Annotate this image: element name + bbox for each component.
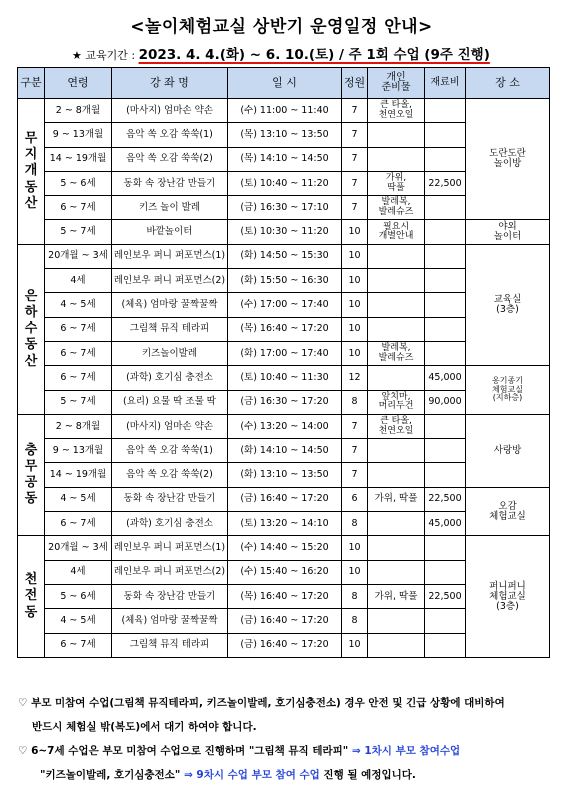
education-period [72,43,490,63]
age-cell: 14 ~ 19개월 [45,463,112,487]
header-course-name: 강 좌 명 [112,68,228,99]
fee-cell [425,269,466,293]
period-label: ★ 교육기간 : [72,49,139,62]
region-cell: 은 하 수 동 산 [18,244,45,414]
schedule-table [17,67,550,658]
age-cell: 14 ~ 19개월 [45,147,112,171]
note-text: 진행 될 예정입니다. [319,769,416,781]
age-cell: 5 ~ 6세 [45,171,112,195]
table-row [18,414,550,438]
course-cell: (요리) 요물 딱 조물 딱 [112,390,228,414]
supplies-cell: 큰 타올, 천연오일 [368,99,425,123]
time-cell: (목) 14:10 ~ 14:50 [228,147,342,171]
header-datetime: 일 시 [228,68,342,99]
time-cell: (목) 16:40 ~ 17:20 [228,317,342,341]
capacity-cell: 6 [342,487,368,511]
time-cell: (화) 17:00 ~ 17:40 [228,341,342,365]
capacity-cell: 7 [342,414,368,438]
age-cell: 2 ~ 8개월 [45,99,112,123]
time-cell: (수) 11:00 ~ 11:40 [228,99,342,123]
capacity-cell: 7 [342,99,368,123]
supplies-cell [368,512,425,536]
age-cell: 9 ~ 13개월 [45,123,112,147]
capacity-cell: 7 [342,123,368,147]
place-cell: 도란도란 놀이방 [466,99,550,220]
time-cell: (수) 17:00 ~ 17:40 [228,293,342,317]
supplies-cell [368,560,425,584]
course-cell: (체육) 엄마랑 꿀짝꿀짝 [112,293,228,317]
fee-cell [425,560,466,584]
course-cell: 동화 속 장난감 만들기 [112,487,228,511]
time-cell: (목) 16:40 ~ 17:20 [228,584,342,608]
capacity-cell: 10 [342,536,368,560]
course-cell: 음악 쏙 오감 쑥쑥(2) [112,463,228,487]
course-cell: 음악 쏙 오감 쑥쑥(1) [112,439,228,463]
supplies-cell [368,147,425,171]
notes [18,691,553,787]
age-cell: 4 ~ 5세 [45,293,112,317]
supplies-cell: 가위, 딱풀 [368,487,425,511]
fee-cell [425,633,466,657]
supplies-cell: 필요시 개별안내 [368,220,425,244]
supplies-cell [368,293,425,317]
capacity-cell: 10 [342,633,368,657]
capacity-cell: 10 [342,341,368,365]
time-cell: (수) 15:40 ~ 16:20 [228,560,342,584]
capacity-cell: 10 [342,317,368,341]
age-cell: 9 ~ 13개월 [45,439,112,463]
time-cell: (화) 13:10 ~ 13:50 [228,463,342,487]
age-cell: 6 ~ 7세 [45,512,112,536]
age-cell: 4세 [45,269,112,293]
supplies-cell [368,609,425,633]
capacity-cell: 12 [342,366,368,390]
course-cell: 레인보우 퍼니 퍼포먼스(2) [112,560,228,584]
age-cell: 20개월 ~ 3세 [45,244,112,268]
course-cell: 레인보우 퍼니 퍼포먼스(2) [112,269,228,293]
fee-cell: 22,500 [425,171,466,195]
course-cell: 동화 속 장난감 만들기 [112,584,228,608]
place-cell: 사랑방 [466,414,550,487]
page-title: <놀이체험교실 상반기 운영일정 안내> [130,17,433,37]
capacity-cell: 10 [342,293,368,317]
age-cell: 5 ~ 7세 [45,390,112,414]
age-cell: 4 ~ 5세 [45,609,112,633]
age-cell: 2 ~ 8개월 [45,414,112,438]
fee-cell [425,609,466,633]
supplies-cell [368,439,425,463]
table-row [18,99,550,123]
header-category: 구분 [18,68,45,99]
capacity-cell: 10 [342,220,368,244]
supplies-cell: 발레복, 발레슈즈 [368,341,425,365]
age-cell: 6 ~ 7세 [45,196,112,220]
course-cell: (마사지) 엄마손 약손 [112,99,228,123]
region-cell: 충 무 공 동 [18,414,45,535]
fee-cell [425,147,466,171]
region-cell: 무 지 개 동 산 [18,99,45,245]
fee-cell [425,99,466,123]
header-supplies: 개인 준비물 [368,68,425,99]
time-cell: (토) 10:30 ~ 11:20 [228,220,342,244]
time-cell: (금) 16:40 ~ 17:20 [228,487,342,511]
note-highlight: ⇒ 9차시 수업 부모 참여 수업 [183,769,320,781]
course-cell: 음악 쏙 오감 쑥쑥(2) [112,147,228,171]
capacity-cell: 7 [342,171,368,195]
course-cell: 음악 쏙 오감 쑥쑥(1) [112,123,228,147]
time-cell: (수) 13:20 ~ 14:00 [228,414,342,438]
supplies-cell: 발레복, 발레슈즈 [368,196,425,220]
place-cell: 퍼니퍼니 체험교실 (3층) [466,536,550,657]
header-age: 연령 [45,68,112,99]
fee-cell: 45,000 [425,366,466,390]
time-cell: (금) 16:30 ~ 17:10 [228,196,342,220]
fee-cell [425,317,466,341]
age-cell: 4세 [45,560,112,584]
supplies-cell [368,366,425,390]
place-cell: 오감 체험교실 [466,487,550,536]
capacity-cell: 7 [342,463,368,487]
supplies-cell [368,463,425,487]
course-cell: 그림책 뮤직 테라피 [112,633,228,657]
fee-cell [425,536,466,560]
place-cell: 야외 놀이터 [466,220,550,244]
capacity-cell: 7 [342,196,368,220]
age-cell: 5 ~ 7세 [45,220,112,244]
fee-cell: 22,500 [425,584,466,608]
note-text: ♡ 6~7세 수업은 부모 미참여 수업으로 진행하며 "그림책 뮤직 테라피" [18,745,352,757]
supplies-cell [368,269,425,293]
place-cell: 교육실 (3층) [466,244,550,365]
age-cell: 6 ~ 7세 [45,317,112,341]
supplies-cell: 큰 타올, 천연오일 [368,414,425,438]
table-row [18,487,550,511]
course-cell: (마사지) 엄마손 약손 [112,414,228,438]
age-cell: 6 ~ 7세 [45,341,112,365]
time-cell: (금) 16:40 ~ 17:20 [228,609,342,633]
note-text: "키즈놀이발레, 호기심충전소" [40,769,184,781]
time-cell: (화) 14:50 ~ 15:30 [228,244,342,268]
course-cell: 키즈놀이발레 [112,341,228,365]
place-cell: 옹기종기 체험교실 (지하층) [466,366,550,415]
fee-cell [425,220,466,244]
table-row [18,244,550,268]
fee-cell [425,414,466,438]
note-line: 반드시 체험실 밖(복도)에서 대기 하여야 합니다. [32,721,257,733]
age-cell: 4 ~ 5세 [45,487,112,511]
supplies-cell [368,244,425,268]
note-line [18,763,553,787]
course-cell: 동화 속 장난감 만들기 [112,171,228,195]
time-cell: (토) 10:40 ~ 11:20 [228,171,342,195]
region-cell: 천 전 동 [18,536,45,657]
course-cell: 키즈 놀이 발레 [112,196,228,220]
capacity-cell: 8 [342,584,368,608]
course-cell: 레인보우 퍼니 퍼포먼스(1) [112,244,228,268]
course-cell: 바깥놀이터 [112,220,228,244]
course-cell: 그림책 뮤직 테라피 [112,317,228,341]
fee-cell [425,196,466,220]
table-row [18,220,550,244]
capacity-cell: 7 [342,147,368,171]
period-value: 2023. 4. 4.(화) ~ 6. 10.(토) / 주 1회 수업 (9주 진행) [138,47,490,63]
time-cell: (화) 15:50 ~ 16:30 [228,269,342,293]
fee-cell: 22,500 [425,487,466,511]
fee-cell: 90,000 [425,390,466,414]
age-cell: 20개월 ~ 3세 [45,536,112,560]
course-cell: 레인보우 퍼니 퍼포먼스(1) [112,536,228,560]
course-cell: (과학) 호기심 충전소 [112,512,228,536]
capacity-cell: 8 [342,512,368,536]
time-cell: (금) 16:40 ~ 17:20 [228,633,342,657]
note-line [18,739,553,763]
fee-cell [425,439,466,463]
capacity-cell: 10 [342,244,368,268]
supplies-cell [368,317,425,341]
capacity-cell: 10 [342,269,368,293]
fee-cell [425,341,466,365]
time-cell: (토) 10:40 ~ 11:30 [228,366,342,390]
capacity-cell: 8 [342,390,368,414]
time-cell: (수) 14:40 ~ 15:20 [228,536,342,560]
supplies-cell [368,633,425,657]
fee-cell [425,123,466,147]
time-cell: (목) 13:10 ~ 13:50 [228,123,342,147]
supplies-cell: 가위, 딱풀 [368,171,425,195]
table-header-row [18,68,550,99]
time-cell: (금) 16:30 ~ 17:20 [228,390,342,414]
age-cell: 6 ~ 7세 [45,633,112,657]
fee-cell [425,293,466,317]
table-row [18,536,550,560]
supplies-cell [368,536,425,560]
course-cell: (체육) 엄마랑 꿀짝꿀짝 [112,609,228,633]
supplies-cell [368,123,425,147]
course-cell: (과학) 호기심 충전소 [112,366,228,390]
fee-cell [425,244,466,268]
fee-cell [425,463,466,487]
header-place: 장 소 [466,68,550,99]
supplies-cell: 앞치마, 머리두건 [368,390,425,414]
age-cell: 5 ~ 6세 [45,584,112,608]
header-capacity: 정원 [342,68,368,99]
time-cell: (화) 14:10 ~ 14:50 [228,439,342,463]
capacity-cell: 7 [342,439,368,463]
header-material-fee: 재료비 [425,68,466,99]
fee-cell: 45,000 [425,512,466,536]
supplies-cell: 가위, 딱풀 [368,584,425,608]
capacity-cell: 8 [342,609,368,633]
time-cell: (토) 13:20 ~ 14:10 [228,512,342,536]
age-cell: 6 ~ 7세 [45,366,112,390]
note-line: ♡ 부모 미참여 수업(그림책 뮤직테라피, 키즈놀이발레, 호기심충전소) 경우 안전 및 긴급 상황에 대비하여 [18,697,505,709]
capacity-cell: 10 [342,560,368,584]
note-highlight: ⇒ 1차시 부모 참여수업 [351,745,461,757]
table-row [18,366,550,390]
